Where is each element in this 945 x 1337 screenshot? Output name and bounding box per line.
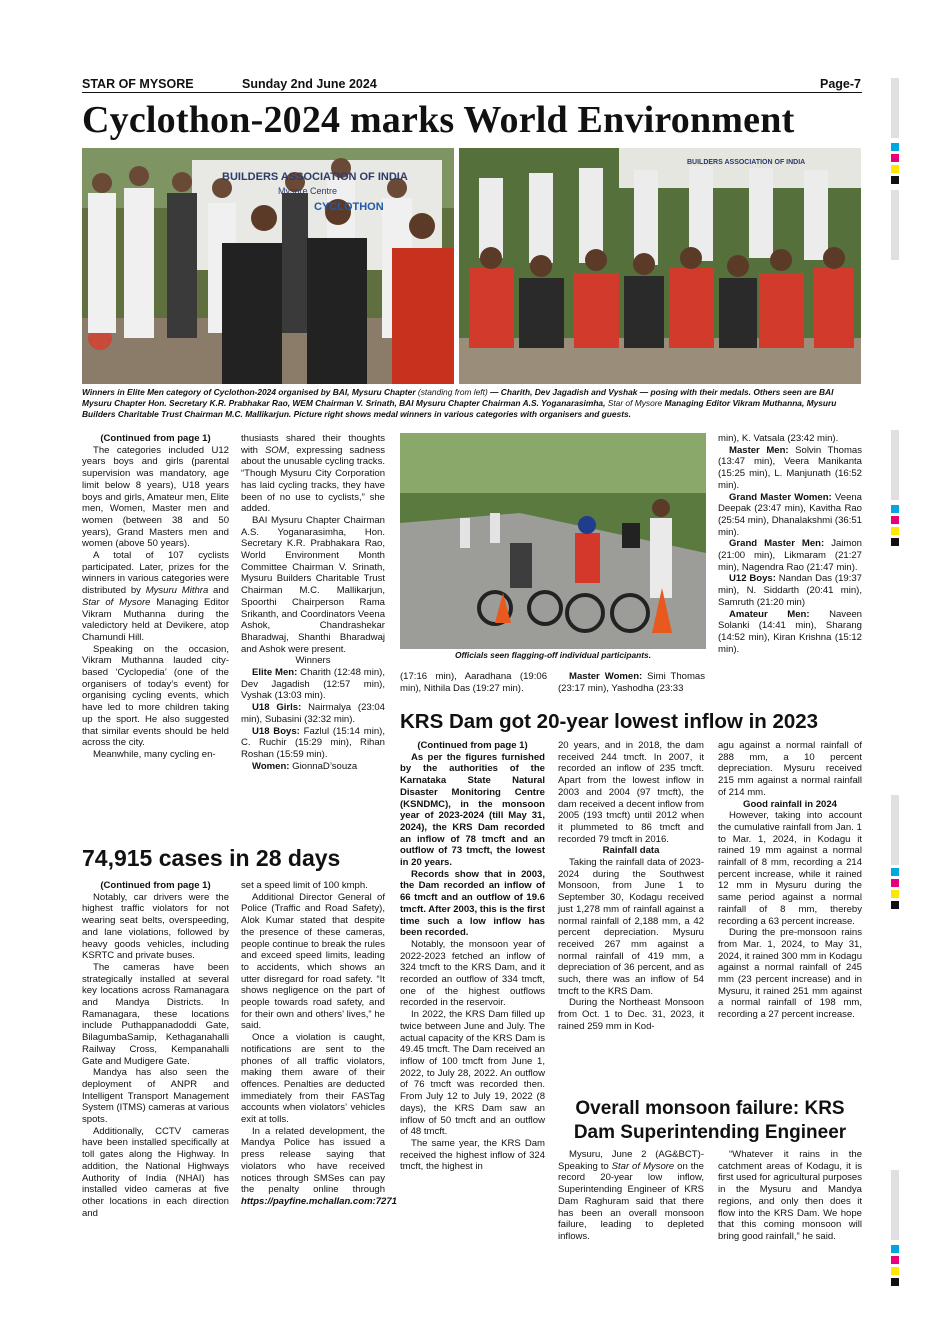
header-rule	[82, 92, 862, 93]
monsoon-headline	[558, 1097, 862, 1145]
continued-label: (Continued from page 1)	[100, 880, 211, 891]
continued-label: (Continued from page 1)	[100, 433, 211, 444]
winners-heading: Winners	[295, 655, 331, 667]
paper-name: STAR OF MYSORE	[82, 77, 194, 91]
result-grand-master-men: Grand Master Men: Jaimon (21:00 min), Likmaram (21:27 min), Nagendra Rao (21:47 min).	[718, 538, 862, 573]
mid-photo-caption: Officials seen flagging-off individual participants.	[454, 650, 652, 660]
paragraph: Additional Director General of Police (Traffic and Road Safety), Alok Kumar stated that despite the presence of these cameras, people continue to break the rules and exceed speed limits, leading to accidents, which shows an utter disregard for road safety. “It shows negligence on the part of people towards road safety, and for their own and others’ lives,” he said.	[241, 891, 385, 1032]
registration-marks-lower	[891, 868, 899, 912]
paragraph: However, taking into account the cumulative rainfall from Jan. 1 to Mar. 1, 2024, in Kodagu it rained 19 mm against a normal rainfall of 8 mm, recording a 214 percent increase, while it rained 12 mm in Mysuru during the same period against a normal rainfall of 8 mm, thereby recording a 63 percent increase.	[718, 810, 862, 927]
paragraph: During the pre-monsoon rains from Mar. 1, 2024, to May 31, 2024, it rained 300 mm in Kodagu against a normal rainfall of 245 mm (23 percent increase) and in Mysuru, it rained 251 mm against a normal rainfall of 198 mm, recording a 27 percent increase.	[718, 927, 862, 1021]
registration-marks-mid	[891, 505, 899, 549]
banner-text-left3: CYCLOTHON	[314, 201, 384, 213]
issue-date: Sunday 2nd June 2024	[242, 77, 377, 91]
paragraph: BAI Mysuru Chapter Chairman A.S. Yoganarasimha, Hon. Secretary K.R. Prabhakara Rao, World Environment Month Committee Chairman V. Srinath, Mysuru Builders Charitable Trust Chairman M.C. Mallikarjun, Spoorthi Chairperson Rama Srikanth, and Coordinators Veena Ashok, Chandrashekar Bharadwaj, Shanthi Bharadwaj and Ashok were present.	[241, 514, 385, 655]
krs-col-2	[558, 740, 704, 1033]
paragraph: The cameras have been strategically installed at several key locations across Ramanagara and Mandya Districts. In Ramanagara, these locations include Puthappanadoddi Gate, BilagumbaSamip, Kethaganahalli Railway Cross, Kempanahalli Gate and Mudigere Gate.	[82, 961, 229, 1067]
registration-bar-grey	[891, 430, 899, 500]
paragraph: Additionally, CCTV cameras have been installed specifically at toll gates along the Highway. In addition, the National Highways Authority of India (NHAI) has installed video cameras at five other locations in each direction and	[82, 1125, 229, 1219]
paragraph: Once a violation is caught, notifications are sent to the phones of all traffic violators, making them aware of their offences. Penalties are deducted immediately from their FASTag accounts when violators’ vehicles exit at tolls.	[241, 1032, 385, 1126]
payfine-link[interactable]: https://payfine.mchallan.com:7271	[241, 1195, 397, 1207]
result-u18-girls: U18 Girls: Nairmalya (23:04 min), Subasini (32:32 min).	[241, 702, 385, 725]
cyclothon-col-1	[82, 433, 229, 761]
paragraph: As per the figures furnished by the authorities of the Karnataka State Natural Disaster Monitoring Centre (KSNDMC), in the monsoon year of 2023-2024 (till May 31, 2024), the KRS Dam recorded an inflow of 78 tmcft and an outflow of 73 tmcft, the lowest in 20 years.	[400, 751, 545, 869]
paragraph: set a speed limit of 100 kmph.	[241, 880, 368, 891]
monsoon-headline-line-1: Overall monsoon failure: KRS	[575, 1098, 845, 1119]
paragraph: In 2022, the KRS Dam filled up twice between June and July. The actual capacity of the KRS Dam is 49.45 tmcft. The Dam received an inflow of 100 tmcft from June 1, 2022, to July 28, 2022. An outflow of 76 tmcft was recorded then. From July 12 to July 19, 2022 (8 days), the KRS Dam saw an inflow of 50 tmcft and an outflow of 48 tmcft.	[400, 1009, 545, 1138]
page-number: Page-7	[820, 77, 861, 91]
krs-col-1	[400, 740, 545, 1173]
paragraph: In a related development, the Mandya Police has issued a press release saying that violators who have received notices through SMSes can pay the penalty online through https://payfine.mchallan.com:7271	[241, 1125, 397, 1207]
paragraph: “Whatever it rains in the catchment areas of Kodagu, it is first used for agricultural purposes in the Mysuru and Mandya regions, and only then does it flow into the KRS Dam. We hope that this coming monsoon will bring good rainfall,” he said.	[718, 1149, 862, 1242]
continued-label: (Continued from page 1)	[417, 740, 528, 751]
monsoon-headline-line-2: Dam Superintending Engineer	[573, 1122, 847, 1143]
paragraph: Taking the rainfall data of 2023-2024 during the Southwest Monsoon, from June 1 to September 30, Kodagu received just 1,278 mm of rainfall against a normal rainfall of 2,188 mm, a 42 percent depreciation. Mysuru received 267 mm against a normal rainfall of 419 mm, a depreciation of 36 percent, and as such, there was an inflow of 54 tmcft to the KRS Dam.	[558, 857, 704, 997]
paragraph: min), K. Vatsala (23:42 min).	[718, 433, 839, 444]
paragraph: (17:16 min), Aaradhana (19:06 min), Nithila Das (19:27 min).	[400, 671, 547, 694]
caption-part-1: Winners in Elite Men category of Cyclothon-2024 organised by BAI, Mysuru Chapter	[82, 387, 416, 397]
registration-bar-grey	[891, 78, 899, 138]
paragraph: Mandya has also seen the deployment of ANPR and Intelligent Transport Management System (ITMS) cameras at various spots.	[82, 1067, 229, 1126]
cyclothon-col-5	[718, 433, 862, 655]
result-u12-boys: U12 Boys: Nandan Das (19:37 min), N. Siddarth (20:41 min), Samruth (21:20 min)	[718, 573, 862, 608]
paragraph: thusiasts shared their thoughts with SOM, expressing sadness about the unusable cycling tracks. “Though Mysuru City Corporation has laid cycling tracks, they have been of no use to cyclists,” she added.	[241, 433, 385, 515]
registration-marks-bottom	[891, 1245, 899, 1289]
good-rainfall-heading: Good rainfall in 2024	[743, 798, 837, 810]
caption-part-2: (standing from left)	[417, 387, 488, 397]
monsoon-col-1	[558, 1149, 704, 1243]
result-master-men: Master Men: Solvin Thomas (13:47 min), Veera Manikanta (15:25 min), L. Manjunath (16:52 min).	[718, 444, 862, 491]
paragraph: The same year, the KRS Dam received the highest inflow of 324 tmcft, the highest in	[400, 1137, 545, 1173]
registration-bar-grey	[891, 190, 899, 260]
result-master-women: Master Women: Simi Thomas (23:17 min), Yashodha (23:33	[558, 671, 705, 694]
photo-flag-off	[400, 433, 706, 649]
krs-headline: KRS Dam got 20-year lowest inflow in 2023	[400, 710, 819, 733]
paragraph: Notably, the monsoon year of 2022-2023 fetched an inflow of 324 tmcft to the KRS Dam, and it recorded an outflow of 334 tmcft, one of the highest outflows recorded in the reservoir.	[400, 938, 545, 1009]
cyclothon-col-2	[241, 433, 385, 772]
result-grand-master-women: Grand Master Women: Veena Deepak (23:47 min), Kavitha Rao (25:54 min), Dhanalakshmi (36:51 min).	[718, 491, 862, 538]
banner-text-left2: Mysore Centre	[278, 186, 338, 196]
registration-marks-top	[891, 143, 899, 187]
banner-text-left: BUILDERS ASSOCIATION OF INDIA	[222, 171, 408, 183]
caption-part-4: Star of Mysore	[607, 398, 663, 408]
paragraph: 20 years, and in 2018, the dam received 244 tmcft. In 2007, it recorded an inflow of 235 tmcft. Apart from the lowest inflow in 2003 and 2004 (97 tmcft), the dam received a decent inflow from 2005 (193 tmcft) until 2012 when it plummeted to 86 tmcft and recorded 79 tmcft in 2016.	[558, 740, 704, 845]
krs-col-3	[718, 740, 862, 1021]
banner-text-right: BUILDERS ASSOCIATION OF INDIA	[687, 159, 806, 166]
result-amateur-men: Amateur Men: Naveen Solanki (14:41 min), Sharang (14:52 min), Kiran Krishna (15:12 min).	[718, 608, 862, 655]
photo-medal-winners	[459, 148, 861, 384]
caption-part-5: Managing Editor Vikram Muthanna, Mysuru Builders Charitable Trust Chairman M.C. Mallikarjun. Picture right shows medal winners in various categories with organisers and guests.	[82, 398, 837, 419]
paragraph: The categories included U12 years boys and girls (parental supervision was mandatory, age limit below 8 years), U18 years boys and girls, Amateur men, Elite men, Women, Master men and women (between 38 and 50 years), Grand Masters men and women (above 50 years).	[82, 444, 229, 550]
cases-col-2	[241, 880, 397, 1208]
main-headline: Cyclothon-2024 marks World Environment	[82, 99, 795, 141]
result-women: Women: GionnaD’souza	[252, 760, 358, 772]
monsoon-col-2	[718, 1149, 862, 1243]
cases-headline: 74,915 cases in 28 days	[82, 845, 341, 871]
registration-bar-grey	[891, 1170, 899, 1240]
cyclothon-col-4	[558, 671, 705, 694]
paragraph: Records show that in 2003, the Dam recorded an inflow of 66 tmcft and an outflow of 19.6 tmcft. After 2003, this is the first time such a low inflow has been recorded.	[400, 868, 546, 939]
paragraph: Speaking on the occasion, Vikram Muthanna lauded city-based ‘Cyclopedia’ (one of the organisers of today’s event) for organising cycling events, which have led to more children taking up the sport. He also suggested that similar events should be held across the city.	[82, 643, 229, 749]
photo-caption	[82, 387, 862, 420]
paragraph: Notably, car drivers were the highest traffic violators for not wearing seat belts, overspeeding, and lane violations, followed by heavy goods vehicles, including KSRTC and private buses.	[82, 891, 229, 962]
paragraph: agu against a normal rainfall of 288 mm, a 10 percent depreciation. Mysuru received 215 mm against a normal rainfall of 214 mm.	[718, 740, 862, 798]
registration-bar-grey	[891, 795, 899, 865]
paragraph: Mysuru, June 2 (AG&BCT)- Speaking to Star of Mysore on the record 20-year low inflow, Superintending Engineer of KRS Dam Raghuram said that there has been an overall monsoon failure, leading to depleted inflows.	[558, 1149, 704, 1242]
result-elite-men: Elite Men: Charith (12:48 min), Dev Jagadish (12:57 min), Vyshak (13:03 min).	[241, 667, 385, 702]
rainfall-heading: Rainfall data	[602, 845, 660, 857]
result-u18-boys: U18 Boys: Fazlul (15:14 min), C. Ruchir (15:29 min), Rihan Roshan (15:59 min).	[241, 725, 385, 760]
cases-col-1	[82, 880, 229, 1219]
caption-part-3: — Charith, Dev Jagadish and Vyshak — posing with their medals. Others seen are BAI Mysuru Chapter Hon. Secretary K.R. Prabhakar Rao, WEM Chairman V. Srinath, BAI Mysuru Chapter Chairman A.S. Yoganarasimha,	[82, 387, 834, 408]
photo-elite-winners	[82, 148, 454, 384]
paragraph: During the Northeast Monsoon from Oct. 1 to Dec. 31, 2023, it rained 259 mm in Kod-	[558, 997, 704, 1032]
cyclothon-col-3	[400, 671, 547, 694]
paragraph: A total of 107 cyclists participated. Later, prizes for the winners in various categories were distributed by Mysuru Mithra and Star of Mysore Managing Editor Vikram Muthanna during the valedictory held at Devikere, atop Chamundi Hill.	[82, 550, 229, 643]
paragraph: Meanwhile, many cycling en-	[93, 748, 216, 760]
